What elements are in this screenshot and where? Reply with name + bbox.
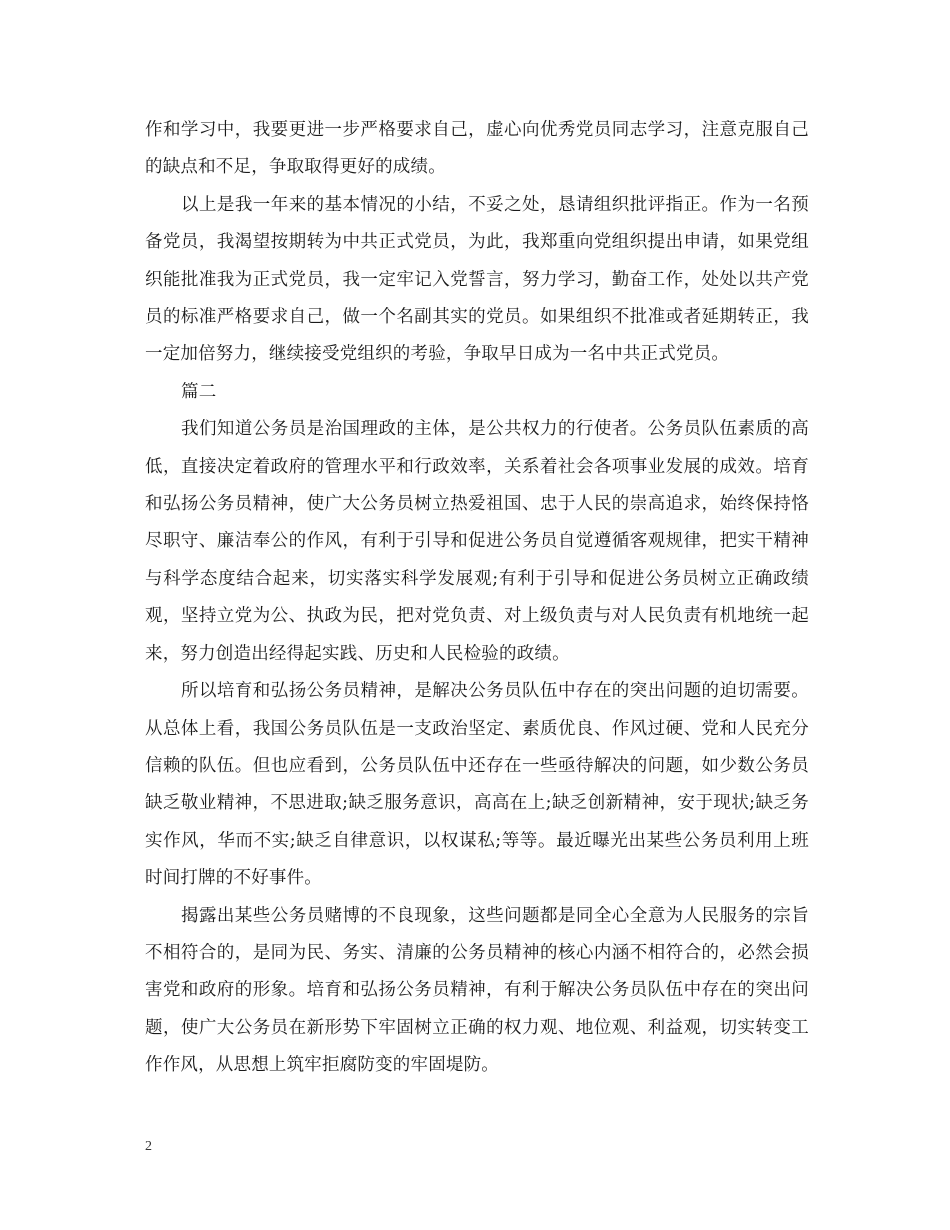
paragraph-continuation: 作和学习中，我要更进一步严格要求自己，虚心向优秀党员同志学习，注意克服自己的缺点和不足，争取取得更好的成绩。: [145, 120, 809, 178]
paragraph-summary: 以上是我一年来的基本情况的小结，不妥之处，恳请组织批评指正。作为一名预备党员，我渴望按期转为中共正式党员，为此，我郑重向党组织提出申请，如果党组织能批准我为正式党员，我一定牢记入党誓言，努力学习，勤奋工作，处处以共产党员的标准严格要求自己，做一个名副其实的党员。如果组织不批准或者延期转正，我一定加倍努力，继续接受党组织的考验，争取早日成为一名中共正式党员。: [145, 194, 809, 365]
paragraph-civil-servants-role: 我们知道公务员是治国理政的主体，是公共权力的行使者。公务员队伍素质的高低，直接决定着政府的管理水平和行政效率，关系着社会各项事业发展的成效。培育和弘扬公务员精神，使广大公务员树立热爱祖国、忠于人民的崇高追求，始终保持恪尽职守、廉洁奉公的作风，有利于引导和促进公务员自觉遵循客观规律，把实干精神与科学态度结合起来，切实落实科学发展观;有利于引导和促进公务员树立正确政绩观，坚持立党为公、执政为民，把对党负责、对上级负责与对人民负责有机地统一起来，努力创造出经得起实践、历史和人民检验的政绩。: [145, 419, 809, 664]
paragraph-exposed-problems: 揭露出某些公务员赌博的不良现象，这些问题都是同全心全意为人民服务的宗旨不相符合的，是同为民、务实、清廉的公务员精神的核心内涵不相符合的，必然会损害党和政府的形象。培育和弘扬公务员精神，有利于解决公务员队伍中存在的突出问题，使广大公务员在新形势下牢固树立正确的权力观、地位观、利益观，切实转变工作作风，从思想上筑牢拒腐防变的牢固堤防。: [145, 905, 809, 1076]
paragraph-urgent-need: 所以培育和弘扬公务员精神，是解决公务员队伍中存在的突出问题的迫切需要。从总体上看，我国公务员队伍是一支政治坚定、素质优良、作风过硬、党和人民充分信赖的队伍。但也应看到，公务员队伍中还存在一些亟待解决的问题，如少数公务员缺乏敬业精神，不思进取;缺乏服务意识，高高在上;缺乏创新精神，安于现状;缺乏务实作风，华而不实;缺乏自律意识，以权谋私;等等。最近曝光出某些公务员利用上班时间打牌的不好事件。: [145, 681, 809, 889]
document-body: [145, 112, 809, 1085]
section-heading-part-two: 篇二: [181, 381, 217, 402]
page-number: 2: [145, 1139, 152, 1154]
